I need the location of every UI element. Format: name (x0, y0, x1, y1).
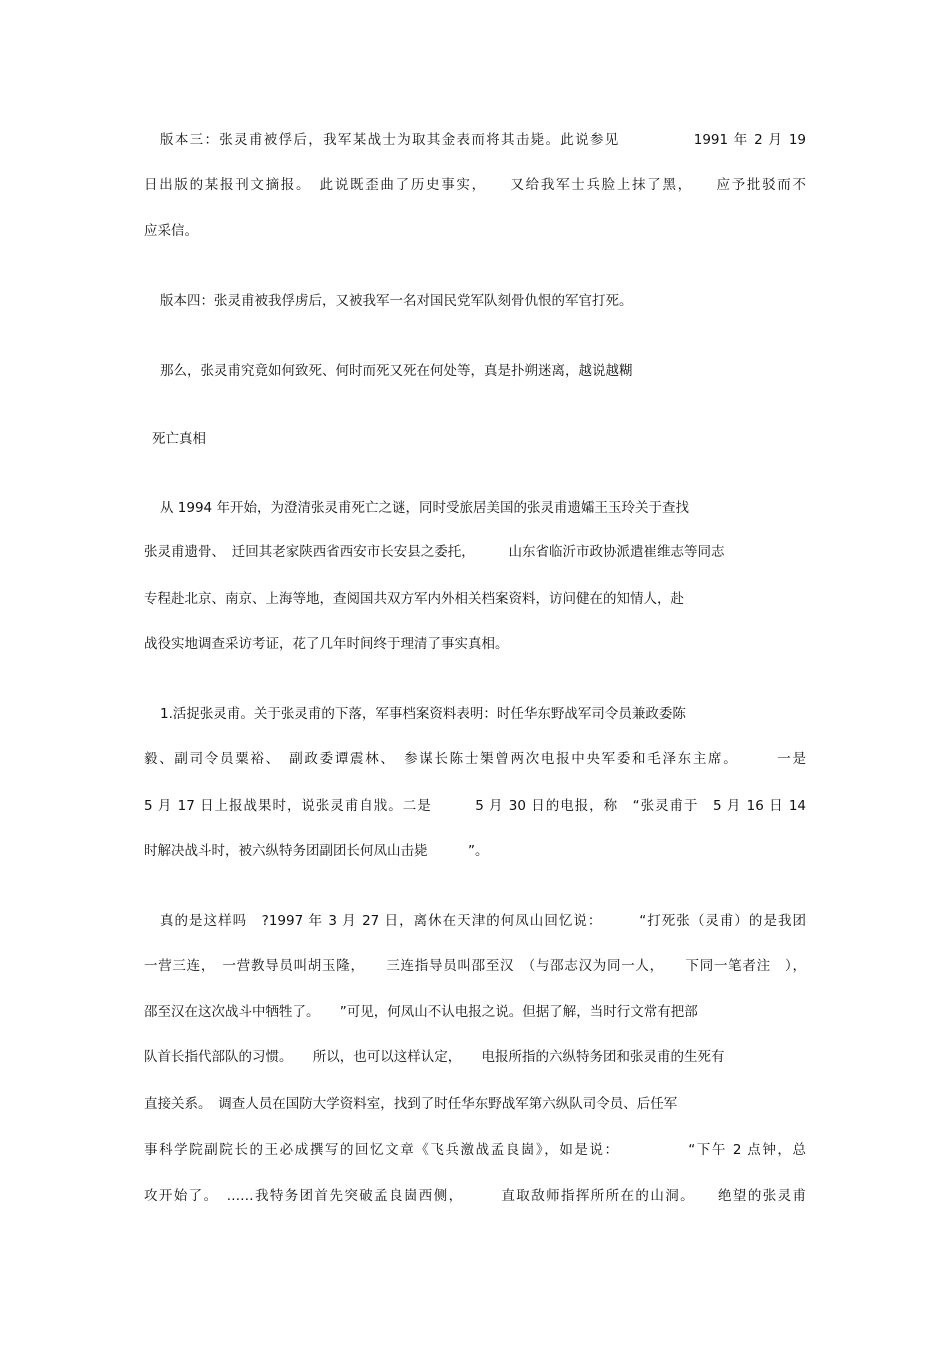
text-line: 专程赴北京、南京、上海等地，查阅国共双方军内外相关档案资料，访问健在的知情人，赴 (144, 591, 684, 607)
text-line: 时解决战斗时，被六纵特务团副团长何凤山击毙 ”。 (144, 843, 489, 859)
text-line: 应采信。 (144, 223, 198, 239)
text-line: 从 1994 年开始，为澄清张灵甫死亡之谜，同时受旅居美国的张灵甫遗孀王玉玲关于查找 (160, 500, 689, 516)
text-line: 版本四：张灵甫被我俘虏后，又被我军一名对国民党军队刻骨仇恨的军官打死。 (160, 293, 633, 309)
text-line: 队首长指代部队的习惯。 所以，也可以这样认定， 电报所指的六纵特务团和张灵甫的生死有 (144, 1049, 725, 1065)
text-line: 直接关系。 调查人员在国防大学资料室，找到了时任华东野战军第六纵队司令员、后任军 (144, 1096, 678, 1112)
text-line: 一营三连， 一营教导员叫胡玉隆， 三连指导员叫邵至汉 （与邵志汉为同一人， 下同一笔者注 ）， (144, 958, 806, 974)
section-heading: 死亡真相 (152, 431, 206, 447)
text-line: 张灵甫遗骨、 迁回其老家陕西省西安市长安县之委托， 山东省临沂市政协派遣崔维志等同志 (144, 544, 725, 560)
text-line: 那么，张灵甫究竟如何致死、何时而死又死在何处等，真是扑朔迷离，越说越糊 (160, 363, 633, 379)
text-line: 5 月 17 日上报战果时，说张灵甫自戕。二是 5 月 30 日的电报，称 “张灵甫于 5 月 16 日 14 (144, 798, 806, 814)
text-line: 事科学院副院长的王必成撰写的回忆文章《飞兵激战孟良崮》，如是说： “下午 2 点钟，总 (144, 1142, 806, 1158)
text-line: 日出版的某报刊文摘报。 此说既歪曲了历史事实， 又给我军士兵脸上抹了黑， 应予批驳而不 (144, 177, 806, 193)
text-line: 战役实地调查采访考证，花了几年时间终于理清了事实真相。 (144, 636, 509, 652)
text-line: 邵至汉在这次战斗中牺牲了。 ”可见，何凤山不认电报之说。但据了解，当时行文常有把部 (144, 1004, 698, 1020)
text-line: 版本三：张灵甫被俘后，我军某战士为取其金表而将其击毙。此说参见 1991 年 2 月 19 (160, 132, 806, 148)
text-line: 攻开始了。 ……我特务团首先突破孟良崮西侧， 直取敌师指挥所所在的山洞。 绝望的张灵甫 (144, 1188, 806, 1204)
text-line: 毅、副司令员粟裕、 副政委谭震林、 参谋长陈士榘曾两次电报中央军委和毛泽东主席。 一是 (144, 751, 806, 767)
text-line: 1.活捉张灵甫。关于张灵甫的下落，军事档案资料表明：时任华东野战军司令员兼政委陈 (160, 706, 686, 722)
text-line: 真的是这样吗 ?1997 年 3 月 27 日，离休在天津的何凤山回忆说： “打死张（灵甫）的是我团 (160, 913, 806, 929)
